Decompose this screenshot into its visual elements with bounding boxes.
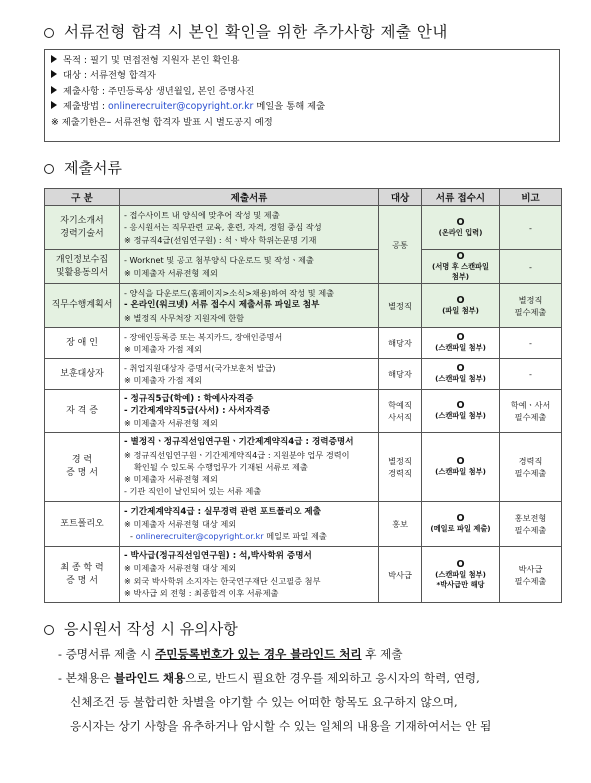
row-note: 박사급 필수제출: [500, 547, 562, 603]
table-row: [45, 502, 562, 547]
triangle-bullet-icon: [51, 70, 57, 78]
row-submission: O (온라인 입력): [422, 206, 500, 250]
email-link[interactable]: onlinerecruiter@copyright.or.kr: [135, 531, 264, 542]
table-header: [45, 189, 562, 206]
row-submission: O (스캔파일 첨부): [422, 328, 500, 359]
circle-bullet-icon: [44, 28, 54, 38]
notice-item: 제출사항 : 주민등록상 생년월일, 본인 증명사진: [51, 84, 553, 99]
notice-box: [44, 49, 560, 142]
row-category: 경 력 증 명 서: [45, 433, 120, 502]
notice-item: 목적 : 필기 및 면접전형 지원자 본인 확인용: [51, 53, 553, 68]
caution-line-2: - 본채용은 블라인드 채용으로, 반드시 필요한 경우를 제외하고 응시자의 학력, 연령,: [58, 671, 480, 685]
row-target: 해당자: [379, 328, 422, 359]
caution-line-3: 신체조건 등 불합리한 차별을 야기할 수 있는 어떠한 항목도 요구하지 않으며,: [70, 695, 458, 709]
row-target: 해당자: [379, 359, 422, 390]
row-category: 개인정보수집 및활용동의서: [45, 250, 120, 284]
circle-bullet-icon: [44, 625, 54, 635]
row-documents: - 접수사이트 내 양식에 맞추어 작성 및 제출 - 응시원서는 직무관련 교육, 훈련, 자격, 경험 중심 작성 ※ 정규직4급(선임연구원) : 석ㆍ박사 학위논문명 기재: [120, 206, 379, 250]
table-row: [45, 284, 562, 328]
notice-item-method: 제출방법 : onlinerecruiter@copyright.or.kr 메일을 통해 제출: [51, 99, 553, 114]
caution-line-4: 응시자는 상기 사항을 유추하거나 암시할 수 있는 일체의 내용을 기재하여서는 안 됨: [70, 719, 492, 733]
row-target: 별정직: [379, 284, 422, 328]
header-target: 대상: [379, 189, 422, 206]
triangle-bullet-icon: [51, 55, 57, 63]
row-documents: - 양식을 다운로드(홈페이지>소식>채용)하여 작성 및 제출 - 온라인(워크넷) 서류 접수시 제출서류 파일로 첨부 ※ 별정직 사무처장 지원자에 한함: [120, 284, 379, 328]
row-note: 홍보전형 필수제출: [500, 502, 562, 547]
row-submission: O (스캔파일 첨부): [422, 390, 500, 433]
row-submission: O (스캔파일 첨부) *박사급만 해당: [422, 547, 500, 603]
row-category: 보훈대상자: [45, 359, 120, 390]
row-category: 자기소개서 경력기술서: [45, 206, 120, 250]
row-target: 별정직 경력직: [379, 433, 422, 502]
email-link[interactable]: onlinerecruiter@copyright.or.kr: [107, 101, 254, 113]
section-title-cautions: 응시원서 작성 시 유의사항: [44, 618, 238, 639]
section-title-documents: 제출서류: [44, 157, 122, 178]
row-target: 학예직 사서직: [379, 390, 422, 433]
circle-bullet-icon: [44, 164, 54, 174]
row-submission: O (파일 첨부): [422, 284, 500, 328]
table-row: [45, 250, 562, 284]
row-note: -: [500, 359, 562, 390]
row-category: 장 애 인: [45, 328, 120, 359]
row-note: -: [500, 328, 562, 359]
row-category: 직무수행계획서: [45, 284, 120, 328]
documents-table: [44, 188, 562, 603]
row-documents: - 박사급(정규직선임연구원) : 석,박사학위 증명서 ※ 미제출자 서류전형 대상 제외 ※ 외국 박사학위 소지자는 한국연구재단 신고필증 첨부 ※ 박사급 외 전형 : 최종합격 이후 서류제출: [120, 547, 379, 603]
caution-line-1: - 증명서류 제출 시 주민등록번호가 있는 경우 블라인드 처리 후 제출: [58, 647, 403, 661]
table-row: [45, 390, 562, 433]
row-note: -: [500, 250, 562, 284]
table-row: [45, 547, 562, 603]
row-target: 공통: [379, 206, 422, 284]
row-documents: - 별정직ㆍ정규직선임연구원ㆍ기간제계약직4급 : 경력증명서 ※ 정규직선임연구원ㆍ기간제계약직4급 : 지원분야 업무 경력이 확인될 수 있도록 수행업무가 기재된 서류로 제출 ※ 미제출자 서류전형 제외 - 기관 직인이 날인되어 있는 서류 제출: [120, 433, 379, 502]
notice-deadline: ※ 제출기한은– 서류전형 합격자 발표 시 별도공지 예정: [51, 116, 273, 128]
row-note: 별정직 필수제출: [500, 284, 562, 328]
notice-item: 대상 : 서류전형 합격자: [51, 68, 553, 83]
header-note: 비고: [500, 189, 562, 206]
table-row: [45, 328, 562, 359]
row-documents: - Worknet 및 공고 첨부양식 다운로드 및 작성ㆍ제출 ※ 미제출자 서류전형 제외: [120, 250, 379, 284]
header-documents: 제출서류: [120, 189, 379, 206]
row-target: 박사급: [379, 547, 422, 603]
row-submission: O (스캔파일 첨부): [422, 433, 500, 502]
table-row: [45, 433, 562, 502]
triangle-bullet-icon: [51, 101, 57, 109]
row-category: 자 격 증: [45, 390, 120, 433]
header-submission: 서류 접수시: [422, 189, 500, 206]
row-note: -: [500, 206, 562, 250]
row-target: 홍보: [379, 502, 422, 547]
row-submission: O (스캔파일 첨부): [422, 359, 500, 390]
triangle-bullet-icon: [51, 86, 57, 94]
row-documents: - 정규직5급(학예) : 학예사자격증 - 기간제계약직5급(사서) : 사서자격증 ※ 미제출자 서류전형 제외: [120, 390, 379, 433]
row-submission: O (메일로 파일 제출): [422, 502, 500, 547]
row-note: 학예ㆍ사서 필수제출: [500, 390, 562, 433]
table-row: [45, 359, 562, 390]
row-category: 최 종 학 력 증 명 서: [45, 547, 120, 603]
row-note: 경력직 필수제출: [500, 433, 562, 502]
row-category: 포트폴리오: [45, 502, 120, 547]
row-documents: - 기간제계약직4급 : 실무경력 관련 포트폴리오 제출 ※ 미제출자 서류전형 대상 제외 - onlinerecruiter@copyright.or.kr 메일로 파일 제출: [120, 502, 379, 547]
row-documents: - 취업지원대상자 증명서(국가보훈처 발급) ※ 미제출자 가점 제외: [120, 359, 379, 390]
row-documents: - 장애인등록증 또는 복지카드, 장애인증명서 ※ 미제출자 가점 제외: [120, 328, 379, 359]
table-row: [45, 206, 562, 250]
row-submission: O (서명 후 스캔파일 첨부): [422, 250, 500, 284]
header-category: 구 분: [45, 189, 120, 206]
section-title-notice: 서류전형 합격 시 본인 확인을 위한 추가사항 제출 안내: [44, 20, 448, 42]
